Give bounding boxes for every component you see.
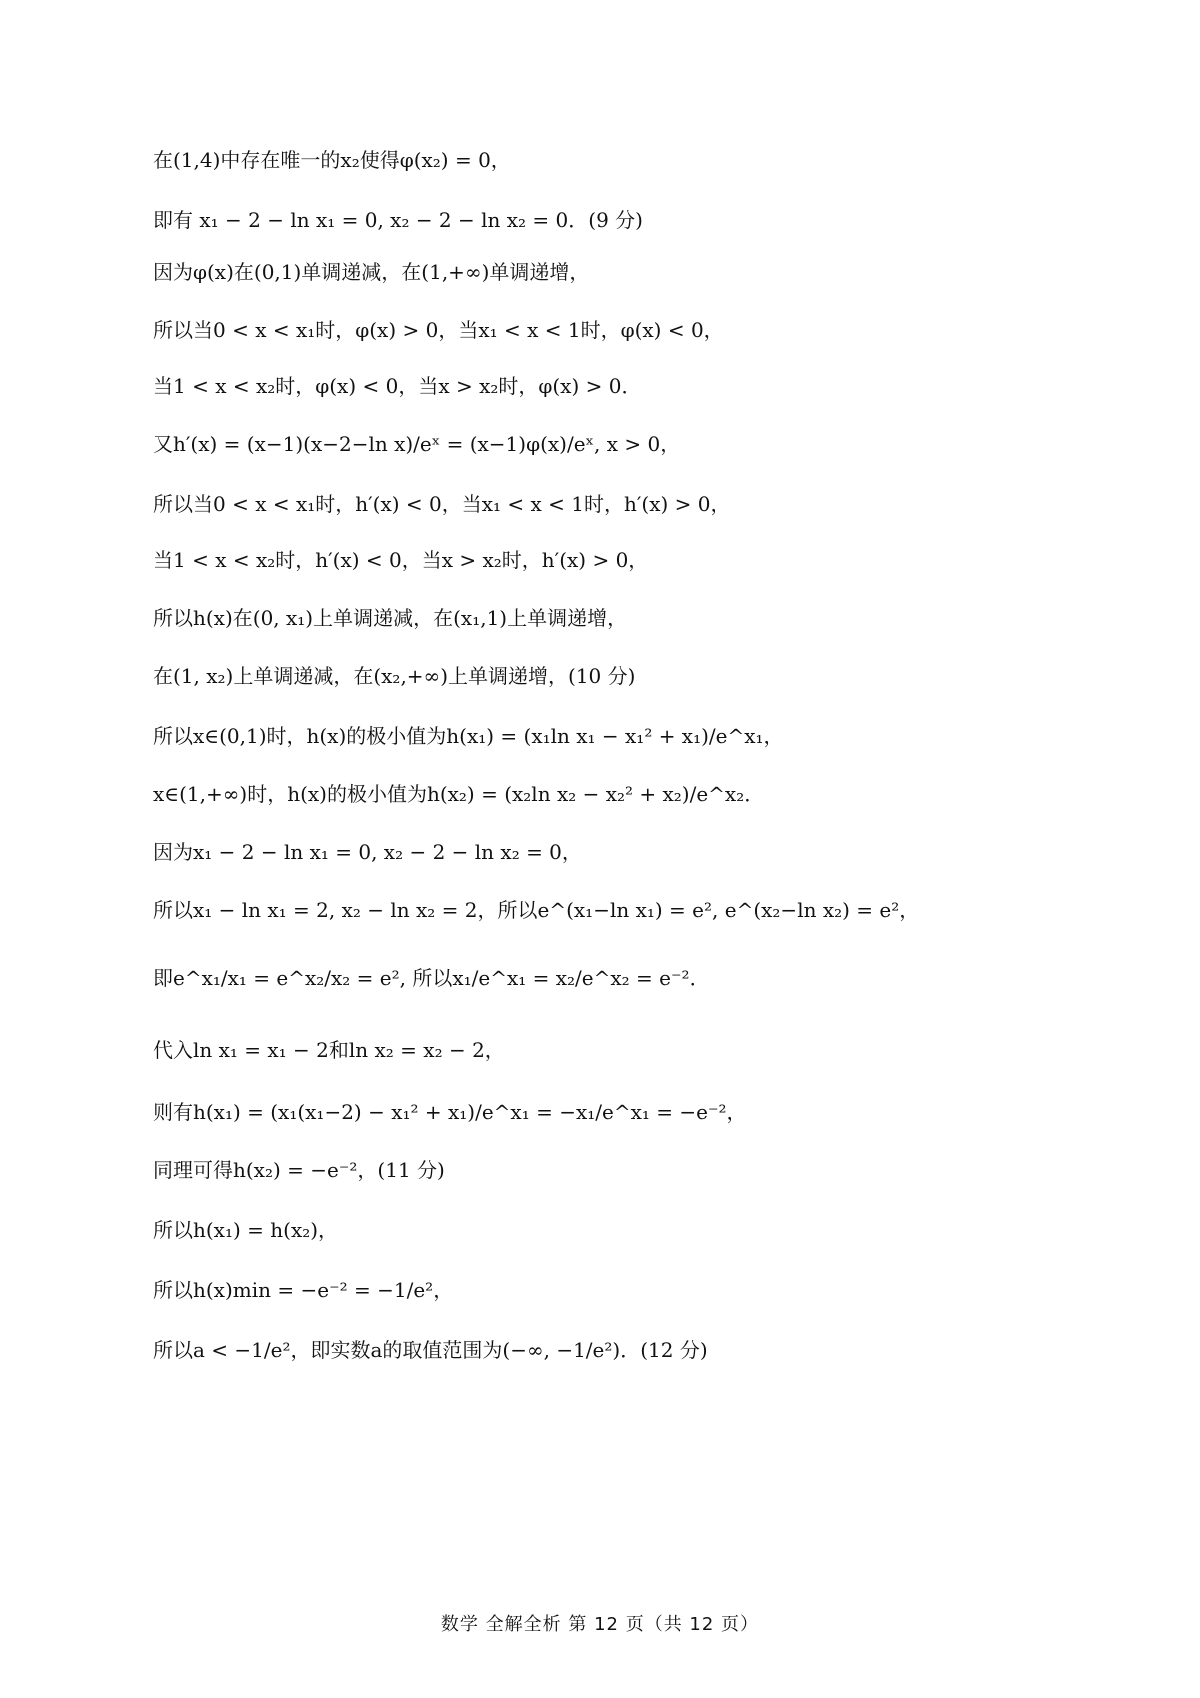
solution-line-19: 所以h(x₁) = h(x₂)， — [153, 1218, 339, 1242]
solution-line-2: 即有 x₁ − 2 − ln x₁ = 0, x₂ − 2 − ln x₂ = 0．(9 分) — [153, 208, 643, 232]
solution-line-18: 同理可得h(x₂) = −e⁻²，(11 分) — [153, 1158, 445, 1182]
solution-line-10: 在(1, x₂)上单调递减，在(x₂,+∞)上单调递增，(10 分) — [153, 664, 636, 688]
solution-line-20: 所以h(x)min = −e⁻² = −1/e²， — [153, 1278, 454, 1302]
solution-line-6: 又h′(x) = (x−1)(x−2−ln x)/eˣ = (x−1)φ(x)/eˣ, x > 0， — [153, 432, 681, 456]
solution-line-11: 所以x∈(0,1)时，h(x)的极小值为h(x₁) = (x₁ln x₁ − x₁² + x₁)/e^x₁， — [153, 724, 784, 748]
solution-line-16: 代入ln x₁ = x₁ − 2和ln x₂ = x₂ − 2， — [153, 1038, 505, 1062]
solution-line-12: x∈(1,+∞)时，h(x)的极小值为h(x₂) = (x₂ln x₂ − x₂² + x₂)/e^x₂． — [153, 782, 765, 806]
solution-line-8: 当1 < x < x₂时，h′(x) < 0，当x > x₂时，h′(x) > 0， — [153, 548, 649, 572]
solution-line-17: 则有h(x₁) = (x₁(x₁−2) − x₁² + x₁)/e^x₁ = −x₁/e^x₁ = −e⁻²， — [153, 1100, 747, 1124]
solution-line-21: 所以a < −1/e²，即实数a的取值范围为(−∞, −1/e²)．(12 分) — [153, 1338, 708, 1362]
solution-line-4: 所以当0 < x < x₁时，φ(x) > 0，当x₁ < x < 1时，φ(x) < 0， — [153, 318, 724, 342]
solution-line-5: 当1 < x < x₂时，φ(x) < 0，当x > x₂时，φ(x) > 0． — [153, 374, 642, 398]
solution-line-3: 因为φ(x)在(0,1)单调递减，在(1,+∞)单调递增， — [153, 260, 590, 284]
solution-line-14: 所以x₁ − ln x₁ = 2, x₂ − ln x₂ = 2，所以e^(x₁−ln x₁) = e², e^(x₂−ln x₂) = e²， — [153, 898, 920, 922]
solution-line-15: 即e^x₁/x₁ = e^x₂/x₂ = e², 所以x₁/e^x₁ = x₂/e^x₂ = e⁻²． — [153, 966, 710, 990]
solution-line-9: 所以h(x)在(0, x₁)上单调递减，在(x₁,1)上单调递增， — [153, 606, 628, 630]
solution-line-7: 所以当0 < x < x₁时，h′(x) < 0，当x₁ < x < 1时，h′(x) > 0， — [153, 492, 731, 516]
solution-line-1: 在(1,4)中存在唯一的x₂使得φ(x₂) = 0， — [153, 148, 511, 172]
solution-line-13: 因为x₁ − 2 − ln x₁ = 0, x₂ − 2 − ln x₂ = 0， — [153, 840, 582, 864]
page-footer: 数学 全解全析 第 12 页（共 12 页） — [440, 1614, 760, 1635]
